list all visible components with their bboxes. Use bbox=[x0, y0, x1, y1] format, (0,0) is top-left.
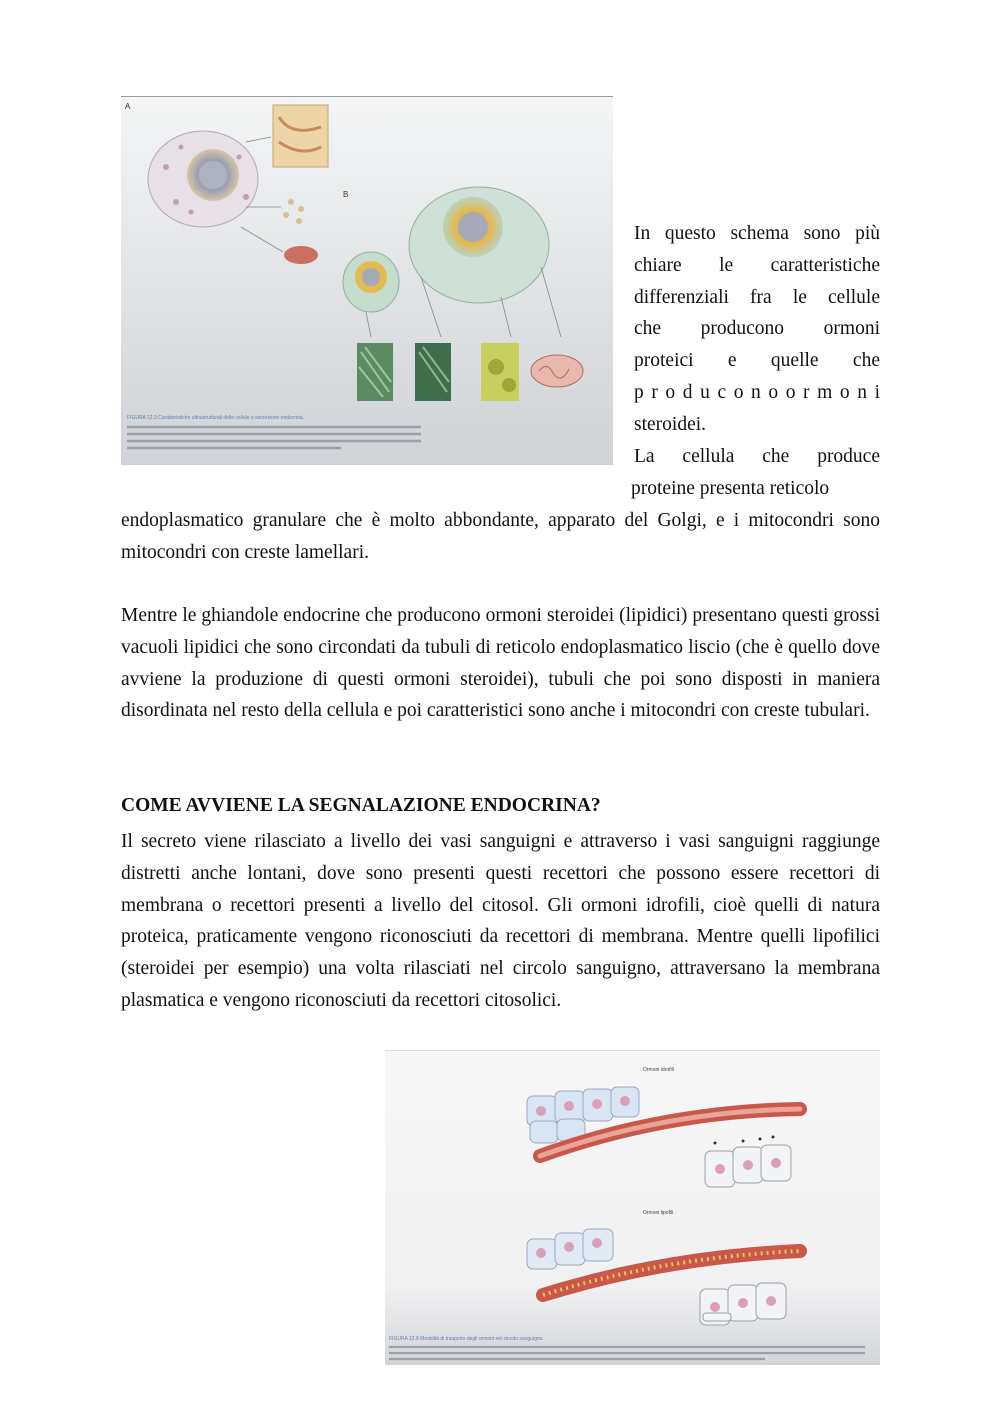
cell-diagram-image bbox=[121, 97, 613, 465]
hormone-transport-image bbox=[385, 1051, 880, 1365]
side-text-block bbox=[631, 218, 880, 499]
side-line-tail: proteine presenta reticolo bbox=[631, 478, 830, 499]
side-line: p r o d u c o n o o r m o n i bbox=[634, 381, 880, 403]
cell-ultrastructure-figure bbox=[121, 96, 613, 465]
paragraph-3: Il secreto viene rilasciato a livello dei vasi sanguigni e attraverso i vasi sanguigni raggiunge distretti anche lontani, dove sono presenti questi recettori che possono essere recettori di membrana o recettori presenti a livello del citosol. Gli ormoni idrofili, cioè quelli di natura proteica, praticamente vengono riconosciuti da recettori di membrana. Mentre quelli lipofilici (steroidei per esempio) una volta rilasciati nel circolo sanguigno, attraversano la membrana plasmatica e vengono riconosciuti da recettori citosolici. bbox=[121, 831, 880, 1011]
side-line: In questo schema sono più bbox=[634, 223, 880, 244]
side-line: steroidei. bbox=[634, 413, 707, 435]
figure2-caption: FIGURA 12.8 Modalità di trasporto degli ormoni nel circolo sanguigno. bbox=[389, 1336, 544, 1342]
side-line: che producono ormoni bbox=[634, 318, 880, 340]
figure1-caption: FIGURA 12.3 Caratteristiche ultrastrutturali delle cellule a secrezione endocrina. bbox=[127, 415, 305, 421]
side-line: proteici e quelle che bbox=[634, 350, 880, 372]
hormone-transport-figure bbox=[385, 1050, 880, 1365]
paragraph-1: endoplasmatico granulare che è molto abbondante, apparato del Golgi, e i mitocondri sono mitocondri con creste lamellari. bbox=[121, 510, 880, 563]
label-b: B bbox=[343, 190, 349, 199]
panel-bottom-label: Ormoni lipofili bbox=[643, 1210, 674, 1216]
paragraph-2: Mentre le ghiandole endocrine che producono ormoni steroidei (lipidici) presentano questi grossi vacuoli lipidici che sono circondati da tubuli di reticolo endoplasmatico liscio (che è quello dove avviene la produzione di questi ormoni steroidei), tubuli che poi sono disposti in maniera disordinata nel resto della cellula e poi caratteristici sono anche i mitocondri con creste tubulari. bbox=[121, 605, 880, 722]
section-heading: COME AVVIENE LA SEGNALAZIONE ENDOCRINA? bbox=[121, 795, 601, 816]
side-line: La cellula che produce bbox=[634, 445, 880, 467]
side-line: chiare le caratteristiche bbox=[634, 254, 880, 276]
side-line: differenziali fra le cellule bbox=[634, 286, 880, 308]
label-a: A bbox=[125, 102, 131, 111]
panel-top-label: Ormoni idrofili bbox=[643, 1067, 674, 1073]
